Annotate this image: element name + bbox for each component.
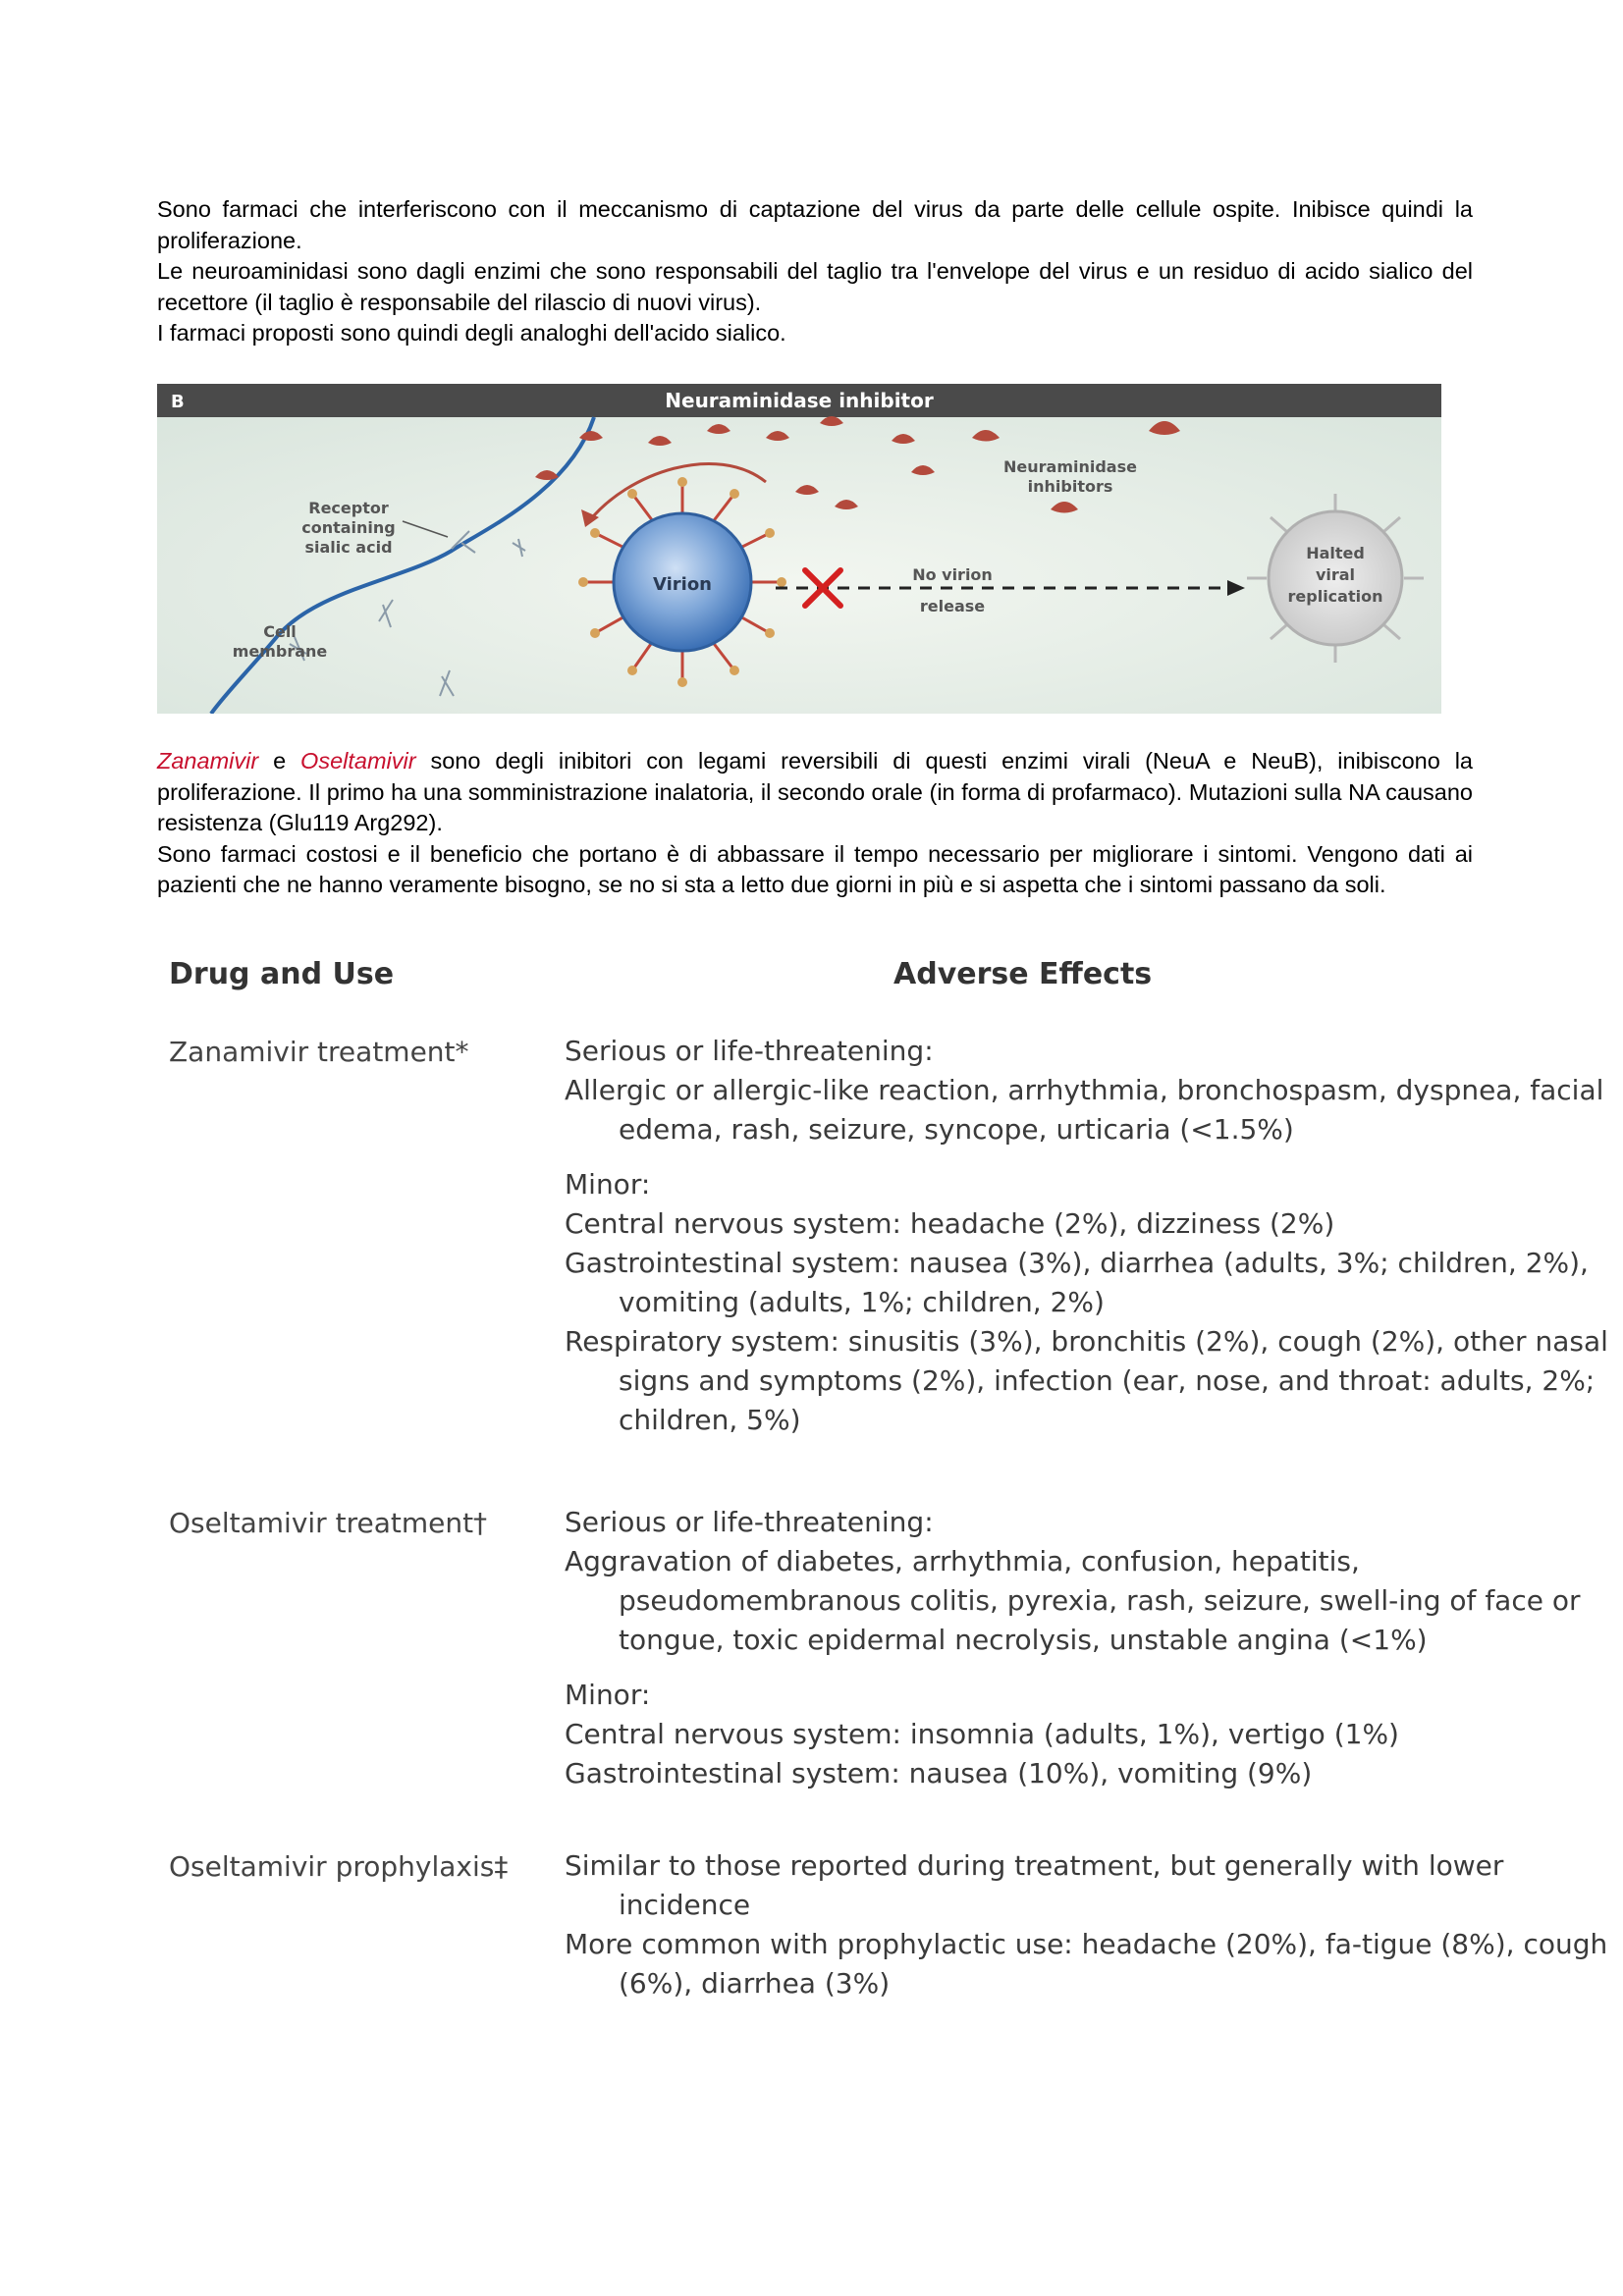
effect-line: Serious or life-threatening: — [565, 1506, 934, 1538]
receptor-label-1: Receptor — [308, 499, 389, 517]
row-label-oseltamivir-prophylaxis: Oseltamivir prophylaxis‡ — [169, 1850, 509, 1883]
release-label-2: release — [919, 597, 986, 615]
effect-line: Minor: — [565, 1679, 651, 1711]
effects-zanamivir-treatment — [565, 1032, 1623, 1440]
drug-name-zanamivir: Zanamivir — [157, 748, 259, 774]
effect-line: Allergic or allergic-like reaction, arrhythmia, bronchospasm, dyspnea, facial edema, rash, seizure, syncope, urticaria (<1.5%) — [565, 1074, 1604, 1146]
effect-line: Respiratory system: sinusitis (3%), bronchitis (2%), cough (2%), other nasal signs and symptoms (2%), infection (ear, nose, and throat: adults, 2%; children, 5%) — [565, 1325, 1608, 1436]
effect-line: Minor: — [565, 1168, 651, 1201]
effect-line: Gastrointestinal system: nausea (10%), vomiting (9%) — [565, 1757, 1313, 1789]
drug-paragraph-1-text: sono degli inibitori con legami reversibili di questi enzimi virali (NeuA e NeuB), inibiscono la proliferazione. Il primo ha una somministrazione inalatoria, il secondo orale (in forma di profarmaco). Mutazioni sulla NA causano resistenza (Glu119 Arg292). — [157, 748, 1473, 835]
inhibitors-label-1: Neuraminidase — [1003, 457, 1137, 476]
effect-line: More common with prophylactic use: headache (20%), fa-tigue (8%), cough (6%), diarrhea (3%) — [565, 1928, 1608, 2000]
header-drug-and-use: Drug and Use — [169, 957, 395, 991]
header-adverse-effects: Adverse Effects — [893, 957, 1153, 991]
effect-line: Aggravation of diabetes, arrhythmia, confusion, hepatitis, pseudomembranous colitis, pyrexia, rash, seizure, swell-ing of face or tongue, toxic epidermal necrolysis, unstable angina (<1%) — [565, 1545, 1581, 1656]
row-label-oseltamivir-treatment: Oseltamivir treatment† — [169, 1507, 488, 1539]
effect-line: Central nervous system: headache (2%), dizziness (2%) — [565, 1207, 1335, 1240]
effect-line: Similar to those reported during treatment, but generally with lower incidence — [565, 1849, 1504, 1921]
drug-name-oseltamivir: Oseltamivir — [300, 748, 416, 774]
intro-paragraph-2: Le neuroaminidasi sono dagli enzimi che sono responsabili del taglio tra l'envelope del virus e un residuo di acido sialico del recettore (il taglio è responsabile del rilascio di nuovi virus). — [157, 258, 1473, 315]
inhibitors-label-2: inhibitors — [1027, 477, 1113, 496]
effect-line: Gastrointestinal system: nausea (3%), diarrhea (adults, 3%; children, 2%), vomiting (adults, 1%; children, 2%) — [565, 1247, 1589, 1318]
figure-panel-letter: B — [171, 392, 185, 412]
effect-spacer — [565, 1149, 1623, 1165]
membrane-label-2: membrane — [232, 642, 328, 661]
effect-line: Serious or life-threatening: — [565, 1035, 934, 1067]
halted-label-2: viral — [1315, 565, 1356, 584]
figure-title: Neuraminidase inhibitor — [665, 389, 934, 412]
drug-conjunction: e — [258, 748, 301, 774]
release-label-1: No virion — [912, 565, 993, 584]
receptor-label-2: containing — [301, 518, 396, 537]
intro-paragraph-1: Sono farmaci che interferiscono con il meccanismo di captazione del virus da parte delle cellule ospite. Inibisce quindi la proliferazione. — [157, 196, 1473, 253]
halted-label-1: Halted — [1306, 544, 1365, 562]
drug-paragraph-1 — [157, 746, 1473, 839]
effect-spacer — [565, 1660, 1623, 1676]
effects-oseltamivir-treatment — [565, 1503, 1623, 1793]
halted-label-3: replication — [1287, 587, 1383, 606]
effect-line: Central nervous system: insomnia (adults, 1%), vertigo (1%) — [565, 1718, 1399, 1750]
drug-paragraph-2: Sono farmaci costosi e il beneficio che portano è di abbassare il tempo necessario per migliorare i sintomi. Vengono dati ai pazienti che ne hanno veramente bisogno, se no si sta a letto due giorni in più e si aspetta che i sintomi passano da soli. — [157, 840, 1473, 897]
virion-label: Virion — [652, 574, 713, 595]
drug-description — [157, 746, 1473, 901]
intro-paragraph-3: I farmaci proposti sono quindi degli analoghi dell'acido sialico. — [157, 320, 786, 346]
effects-oseltamivir-prophylaxis — [565, 1846, 1623, 2003]
membrane-label-1: Cell — [263, 622, 297, 641]
neuraminidase-inhibitor-figure — [157, 384, 1441, 714]
row-label-zanamivir-treatment: Zanamivir treatment* — [169, 1036, 469, 1068]
receptor-label-3: sialic acid — [304, 538, 393, 557]
intro-text — [157, 194, 1473, 349]
